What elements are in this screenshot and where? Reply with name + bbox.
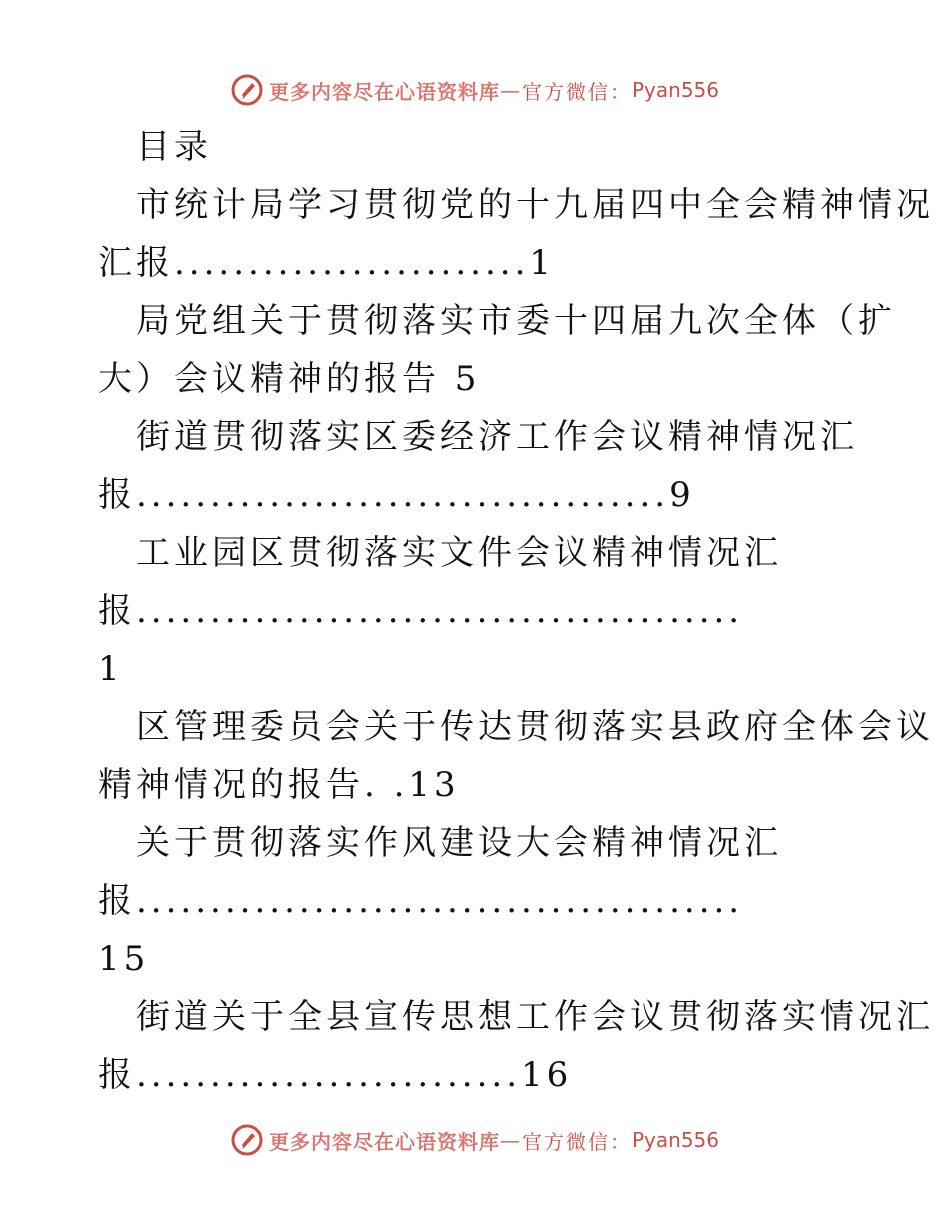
toc-entry-2-line-1: 局党组关于贯彻落实市委十四届九次全体（扩 bbox=[136, 301, 896, 341]
toc-entry-2-line-2: 大）会议精神的报告 5 bbox=[98, 359, 481, 399]
pen-logo-icon bbox=[231, 1124, 263, 1156]
watermark-wechat-label: 官方微信： bbox=[521, 79, 632, 104]
toc-entry-1-line-1: 市统计局学习贯彻党的十九届四中全会精神情况 bbox=[136, 185, 934, 225]
watermark-wechat-label: 官方微信： bbox=[521, 1129, 632, 1154]
watermark-banner-bottom bbox=[0, 1120, 950, 1160]
watermark-site-text: 更多内容尽在心语资料库 bbox=[268, 79, 500, 104]
toc-entry-4-line-2: 报......................................... bbox=[98, 591, 744, 631]
watermark-wechat-id: Pyan556 bbox=[631, 1128, 719, 1152]
toc-entry-3-line-1: 街道贯彻落实区委经济工作会议精神情况汇 bbox=[136, 417, 858, 457]
toc-entry-7-line-1: 街道关于全县宣传思想工作会议贯彻落实情况汇 bbox=[136, 997, 934, 1037]
table-of-contents bbox=[98, 118, 934, 1104]
watermark-separator: — bbox=[499, 78, 522, 102]
watermark-site-text: 更多内容尽在心语资料库 bbox=[268, 1129, 500, 1154]
watermark-banner-top bbox=[0, 70, 950, 110]
toc-entry-3-line-2: 报....................................9 bbox=[98, 475, 695, 515]
toc-title: 目录 bbox=[136, 127, 212, 167]
watermark-separator: — bbox=[499, 1128, 522, 1152]
toc-entry-5-line-2: 精神情况的报告. .13 bbox=[98, 765, 460, 805]
toc-entry-4-page: 1 bbox=[98, 649, 124, 689]
toc-entry-4-line-1: 工业园区贯彻落实文件会议精神情况汇 bbox=[136, 533, 782, 573]
toc-entry-1-line-2: 汇报........................1 bbox=[98, 243, 556, 283]
toc-entry-6-page: 15 bbox=[98, 939, 150, 979]
pen-logo-icon bbox=[231, 74, 263, 106]
toc-entry-7-line-2: 报..........................16 bbox=[98, 1055, 573, 1095]
toc-entry-5-line-1: 区管理委员会关于传达贯彻落实县政府全体会议 bbox=[136, 707, 934, 747]
toc-entry-6-line-1: 关于贯彻落实作风建设大会精神情况汇 bbox=[136, 823, 782, 863]
toc-entry-6-line-2: 报......................................... bbox=[98, 881, 744, 921]
watermark-wechat-id: Pyan556 bbox=[631, 78, 719, 102]
